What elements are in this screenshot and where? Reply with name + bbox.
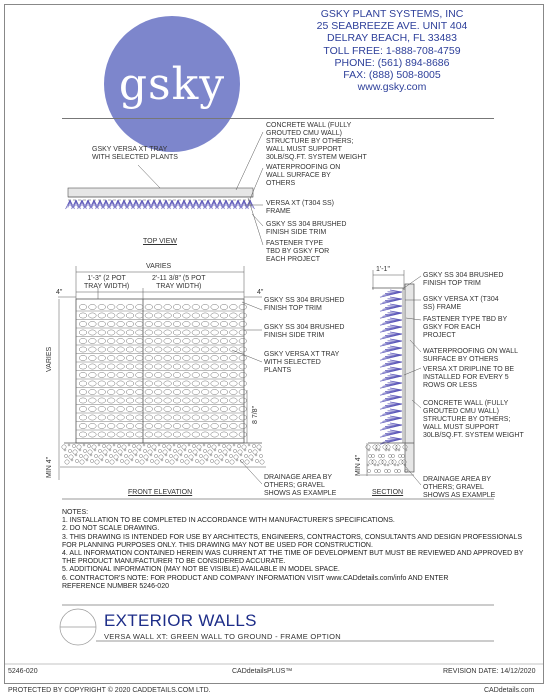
company-phone: PHONE: (561) 894-8686 [334,56,450,69]
note-3-cont: FOR PLANNING PURPOSES ONLY. THIS DRAWING MAY NOT BE USED FOR CONSTRUCTION. [62,541,373,549]
note-2: 2. DO NOT SCALE DRAWING. [62,525,160,533]
fe-dim-5pot: 2'-11 3/8" (5 POT TRAY WIDTH) [152,275,206,290]
footer-ref-number: 5246-020 [8,668,38,675]
sec-callout-waterproofing: WATERPROOFING ON WALL SURFACE BY OTHERS [423,348,519,363]
footer-caddetails-plus: CADdetailsPLUS™ [232,668,293,675]
top-view-left-callout: GSKY VERSA XT TRAY WITH SELECTED PLANTS [92,146,178,161]
fe-callout-top-trim: GSKY SS 304 BRUSHED FINISH TOP TRIM [264,297,345,312]
notes-heading: NOTES: [62,509,89,516]
note-6-cont: REFERENCE NUMBER 5246-020 [62,582,169,590]
note-6: 6. CONTRACTOR'S NOTE: FOR PRODUCT AND COMPANY INFORMATION VISIT www.CADdetails.com/info AND ENTER [62,574,449,582]
note-4-cont: THE PRODUCT MANUFACTURER TO BE CONSIDERED ACCURATE. [62,558,286,566]
front-elevation-drawing [60,299,266,467]
sec-callout-frame: GSKY VERSA XT (T304 SS) FRAME [423,296,499,311]
footer-copyright: PROTECTED BY COPYRIGHT © 2020 CADDETAILS.COM LTD. [8,687,211,694]
company-address-1: 25 SEABREEZE AVE. UNIT 404 [316,20,468,33]
drawing-title: EXTERIOR WALLS [104,611,257,630]
sec-callout-dripline: VERSA XT DRIPLINE TO BE INSTALLED FOR EVERY 5 ROWS OR LESS [423,366,515,389]
fe-dim-varies-side: VARIES [46,346,53,372]
company-toll-free: TOLL FREE: 1-888-708-4759 [323,44,461,57]
notes-block [62,509,522,591]
top-view-callout-side-trim: GSKY SS 304 BRUSHED FINISH SIDE TRIM [266,221,347,236]
company-website[interactable]: www.gsky.com [357,81,427,94]
top-view-callout-fastener: FASTENER TYPE TBD BY GSKY FOR EACH PROJECT [266,240,330,263]
fe-dim-878: 8 7/8" [252,405,259,424]
top-view-drawing [66,188,255,209]
fe-callout-side-trim: GSKY SS 304 BRUSHED FINISH SIDE TRIM [264,324,345,339]
section-caption: SECTION [372,489,404,496]
note-3: 3. THIS DRAWING IS INTENDED FOR USE BY ARCHITECTS, ENGINEERS, CONTRACTORS, CONSULTANTS AND DESIGN PROFESSIONALS [62,533,522,541]
footer-site-link[interactable]: CADdetails.com [484,687,535,694]
company-address-2: DELRAY BEACH, FL 33483 [327,32,457,45]
note-5: 5. ADDITIONAL INFORMATION (MAY NOT BE VISIBLE) AVAILABLE IN MODEL SPACE. [62,566,340,574]
sec-dim-min4: MIN 4" [355,454,362,476]
fe-drainage-callout: DRAINAGE AREA BY OTHERS; GRAVEL SHOWS AS EXAMPLE [264,474,337,497]
fe-dim-4-left: 4" [56,289,63,296]
sec-callout-fastener: FASTENER TYPE TBD BY GSKY FOR EACH PROJECT [423,316,508,339]
top-view-callout-concrete: CONCRETE WALL (FULLY GROUTED CMU WALL) STRUCTURE BY OTHERS; WALL MUST SUPPORT 30LB/SQ.FT. SYSTEM WEIGHT [266,122,367,161]
top-view-callout-waterproofing: WATERPROOFING ON WALL SURFACE BY OTHERS [266,164,341,187]
footer-revision-date: REVISION DATE: 14/12/2020 [443,668,536,675]
sec-drainage-callout: DRAINAGE AREA BY OTHERS; GRAVEL SHOWS AS EXAMPLE [423,476,496,499]
logo-text: gsky [118,58,226,110]
company-name: GSKY PLANT SYSTEMS, INC [320,8,464,20]
section-drawing [360,284,414,475]
top-view-caption: TOP VIEW [143,238,177,245]
sec-callout-concrete: CONCRETE WALL (FULLY GROUTED CMU WALL) STRUCTURE BY OTHERS; WALL MUST SUPPORT 30LB/SQ.FT. SYSTEM WEIGHT [423,400,524,439]
note-1: 1. INSTALLATION TO BE COMPLETED IN ACCORDANCE WITH MANUFACTURER'S SPECIFICATIONS. [62,517,395,525]
company-fax: FAX: (888) 508-8005 [343,69,441,82]
sec-callout-top-trim: GSKY SS 304 BRUSHED FINISH TOP TRIM [423,272,504,287]
drawing-subtitle: VERSA WALL XT: GREEN WALL TO GROUND - FRAME OPTION [104,632,341,641]
sec-dim-top: 1'-1" [376,266,390,273]
front-elevation-caption: FRONT ELEVATION [128,489,193,496]
fe-dim-2pot: 1'-3" (2 POT TRAY WIDTH) [84,275,130,290]
fe-dim-4-right: 4" [257,289,264,296]
top-view-callout-frame: VERSA XT (T304 SS) FRAME [266,200,334,215]
fe-dim-min4: MIN 4" [46,456,53,478]
fe-callout-tray: GSKY VERSA XT TRAY WITH SELECTED PLANTS [264,351,340,374]
note-4: 4. ALL INFORMATION CONTAINED HEREIN WAS CURRENT AT THE TIME OF DEVELOPMENT BUT MUST BE REVIEWED AND APPROVED BY [62,550,524,558]
fe-dim-varies-top: VARIES [146,263,172,270]
